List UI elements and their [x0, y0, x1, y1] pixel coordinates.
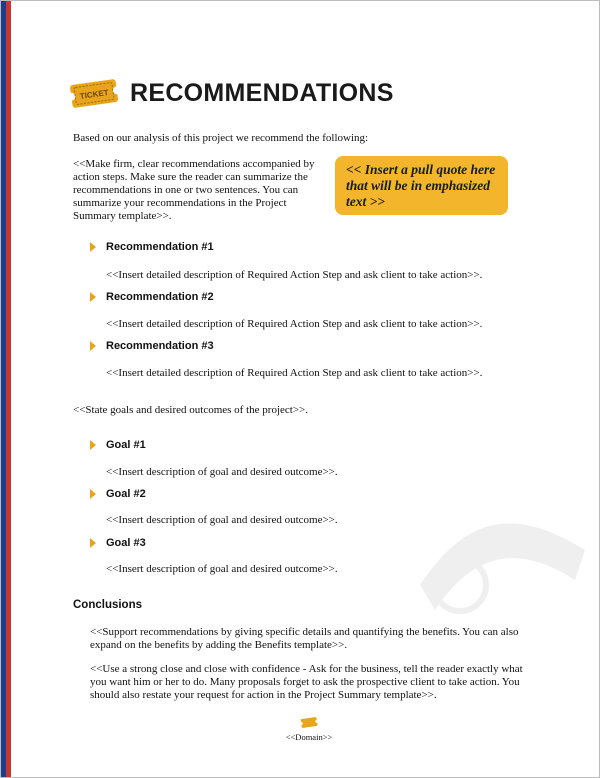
recommendation-item: [90, 291, 214, 303]
goal-item: [90, 439, 146, 451]
conclusions-heading: Conclusions: [73, 599, 143, 611]
pull-quote-line: text >>: [346, 194, 386, 209]
conclusions-paragraph-2: [90, 663, 530, 702]
left-stripe-red: [6, 1, 11, 777]
lead-line: <<Make firm, clear recommendations accompanied by: [73, 158, 315, 170]
lead-paragraph: [73, 158, 328, 223]
paragraph-line: you want him or her to do. Many proposals forget to ask the prospective client to take action. You: [90, 676, 520, 688]
pull-quote-box: [335, 156, 508, 215]
lead-line: Summary template>>.: [73, 210, 172, 222]
goal-description: <<Insert description of goal and desired outcome>>.: [106, 514, 338, 526]
bullet-arrow-icon: [90, 489, 96, 499]
footer-ticket-icon: [300, 715, 318, 729]
goals-intro: <<State goals and desired outcomes of the project>>.: [73, 404, 308, 416]
ticket-logo-text: TICKET: [79, 88, 110, 101]
recommendation-item: [90, 340, 214, 352]
recommendation-item: [90, 241, 214, 253]
lead-line: summarize your recommendations in the Project: [73, 197, 287, 209]
lead-line: recommendations in one or two sentences. You can: [73, 184, 299, 196]
bullet-arrow-icon: [90, 292, 96, 302]
paragraph-line: should also restate your request for action in the Project Summary template>>.: [90, 689, 437, 701]
recommendation-description: <<Insert detailed description of Required Action Step and ask client to take action>>.: [106, 318, 483, 330]
recommendation-description: <<Insert detailed description of Required Action Step and ask client to take action>>.: [106, 367, 483, 379]
ticket-icon: [68, 76, 120, 110]
bullet-arrow-icon: [90, 538, 96, 548]
goal-heading: Goal #3: [106, 537, 146, 549]
intro-text: Based on our analysis of this project we recommend the following:: [73, 132, 369, 144]
goal-heading: Goal #2: [106, 488, 146, 500]
paragraph-line: <<Use a strong close and close with confidence - Ask for the business, tell the reader exactly what: [90, 663, 523, 675]
goal-description: <<Insert description of goal and desired outcome>>.: [106, 466, 338, 478]
goal-heading: Goal #1: [106, 439, 146, 451]
film-watermark-icon: [400, 490, 590, 620]
footer-domain: <<Domain>>: [285, 732, 333, 742]
goal-item: [90, 537, 146, 549]
recommendation-heading: Recommendation #3: [106, 340, 214, 352]
recommendation-description: <<Insert detailed description of Required Action Step and ask client to take action>>.: [106, 269, 483, 281]
pull-quote-line: << Insert a pull quote here: [346, 162, 496, 177]
recommendation-heading: Recommendation #1: [106, 241, 214, 253]
goal-description: <<Insert description of goal and desired outcome>>.: [106, 563, 338, 575]
goal-item: [90, 488, 146, 500]
bullet-arrow-icon: [90, 341, 96, 351]
paragraph-line: expand on the benefits by adding the Benefits template>>.: [90, 639, 348, 651]
recommendation-heading: Recommendation #2: [106, 291, 214, 303]
conclusions-paragraph-1: [90, 626, 530, 652]
lead-line: action steps. Make sure the reader can summarize the: [73, 171, 308, 183]
paragraph-line: <<Support recommendations by giving specific details and quantifying the benefits. You can also: [90, 626, 519, 638]
bullet-arrow-icon: [90, 440, 96, 450]
page-title: RECOMMENDATIONS: [130, 78, 394, 107]
pull-quote-line: that will be in emphasized: [346, 178, 491, 193]
page-header: [68, 76, 394, 110]
bullet-arrow-icon: [90, 242, 96, 252]
